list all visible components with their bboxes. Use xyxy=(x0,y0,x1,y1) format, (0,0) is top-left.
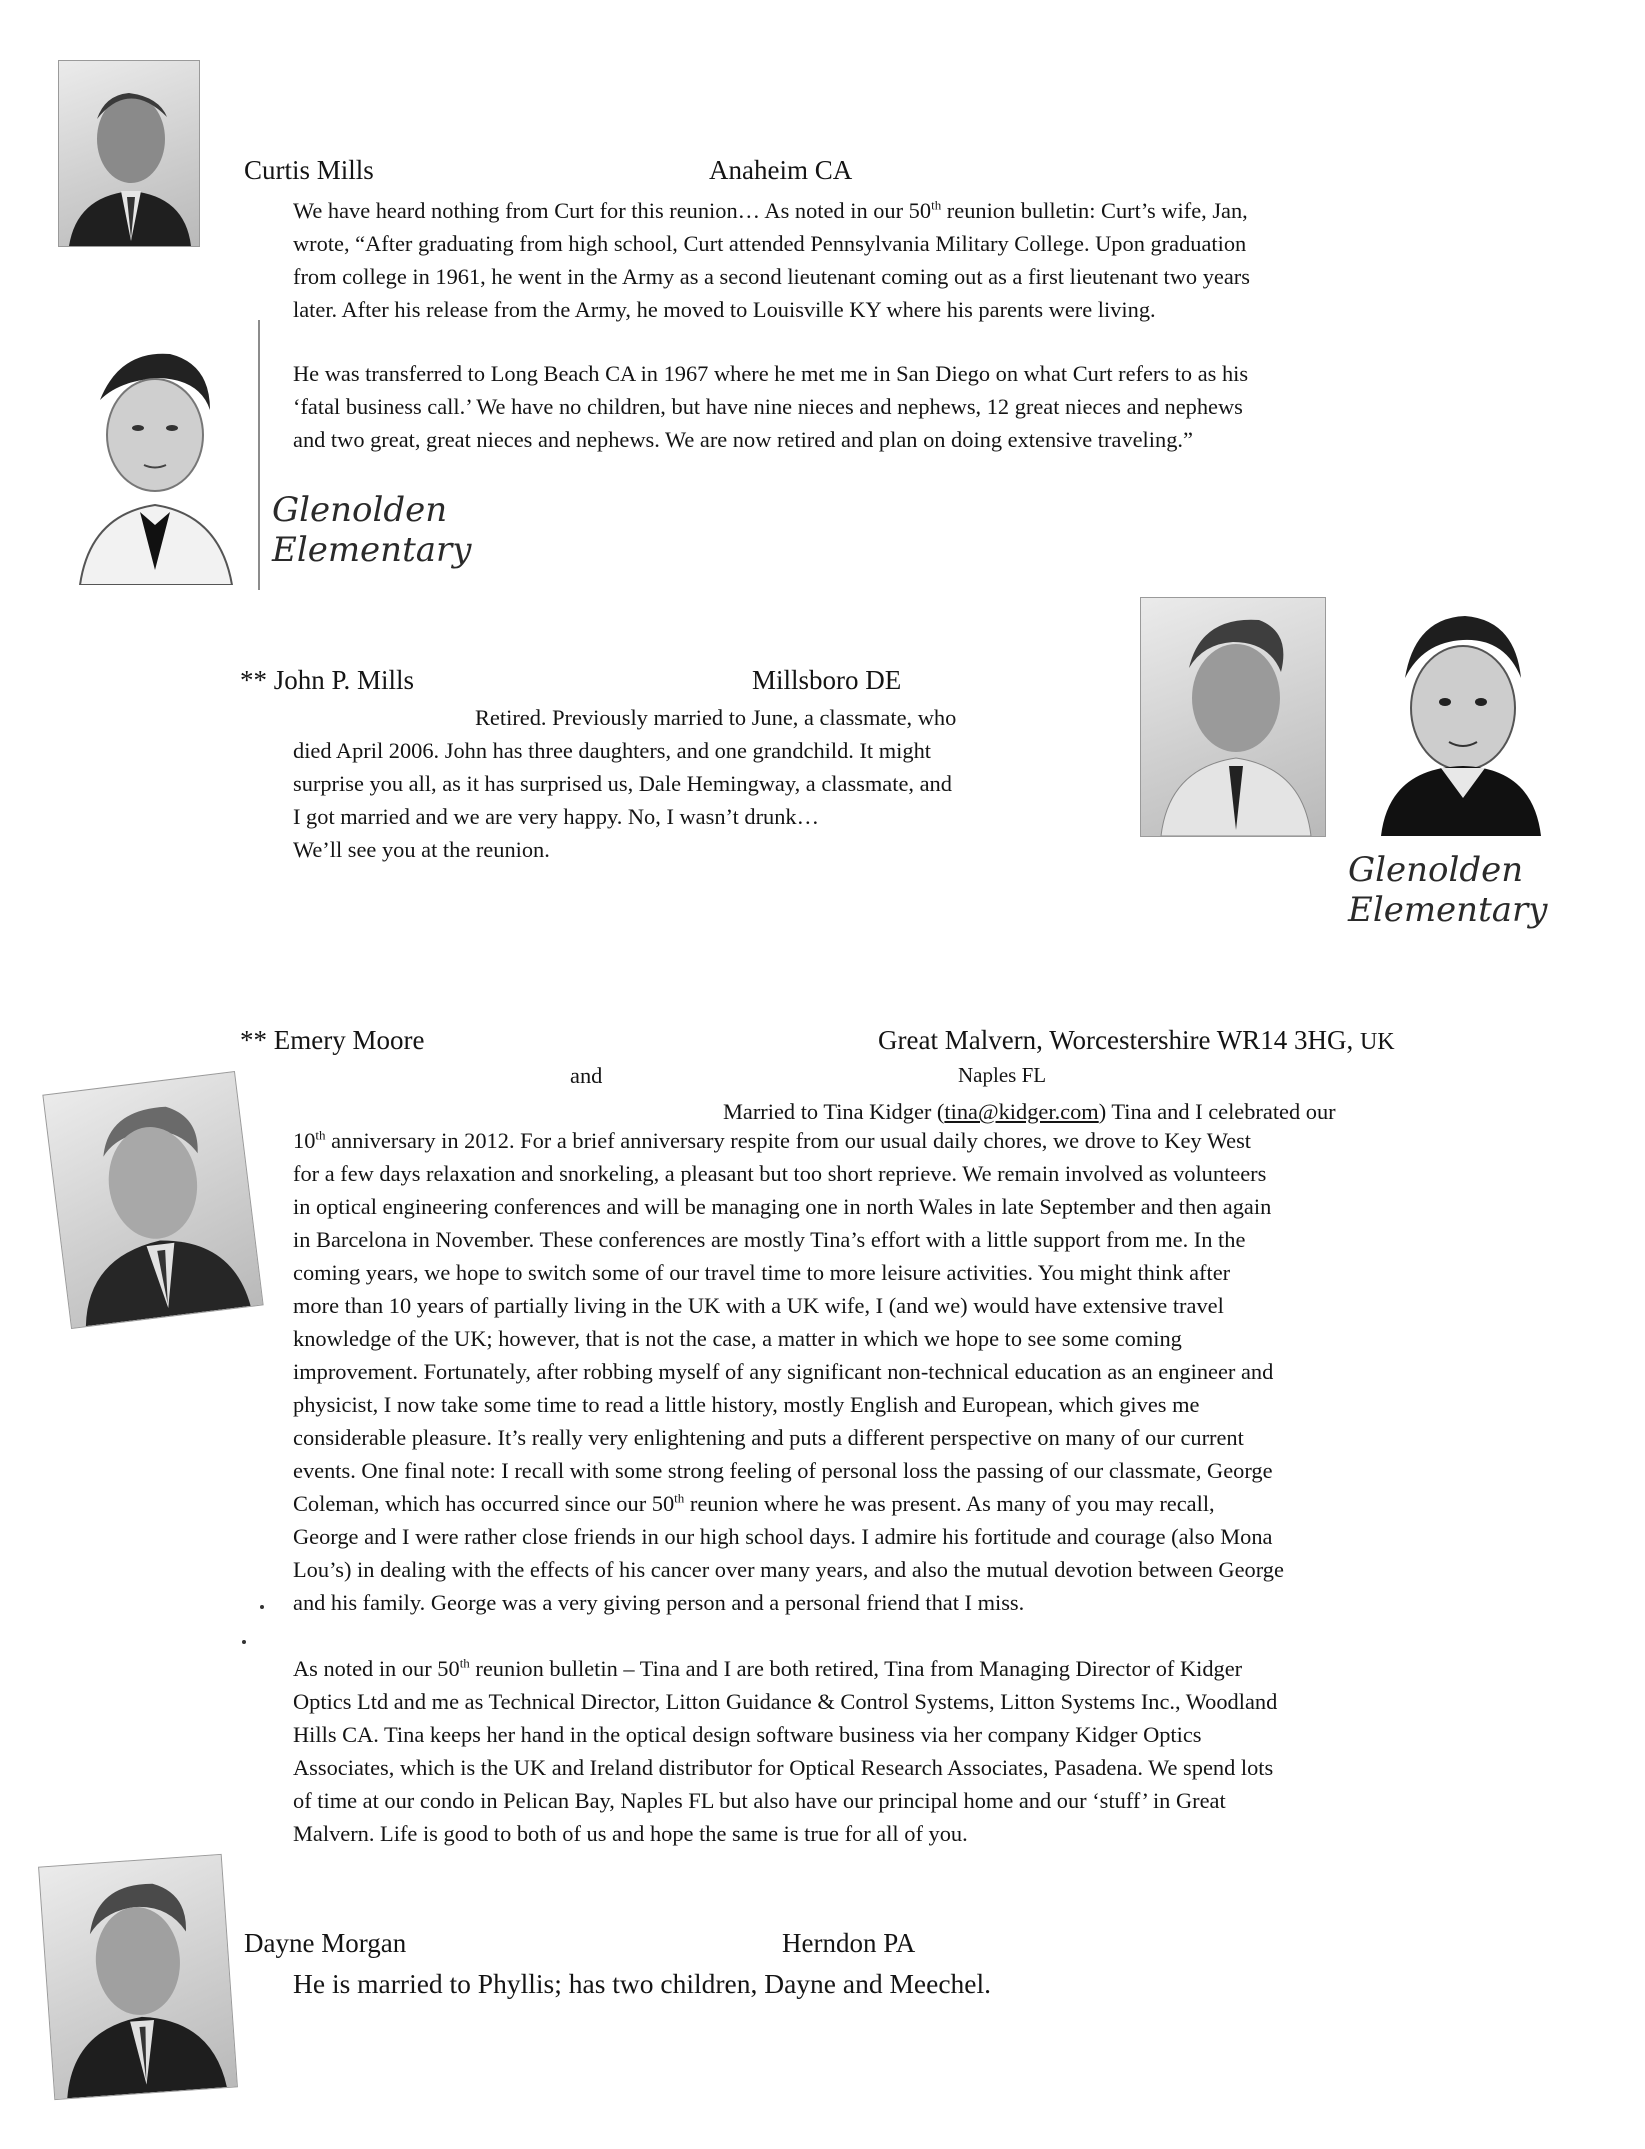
dayne-morgan-name: Dayne Morgan xyxy=(244,1928,407,1958)
emery-moore-email-link[interactable]: tina@kidger.com xyxy=(944,1099,1099,1124)
john-mills-senior-photo xyxy=(1140,597,1326,837)
curtis-mills-location: Anaheim CA xyxy=(709,155,853,185)
john-mills-name: ** John P. Mills xyxy=(240,665,415,695)
stray-mark xyxy=(260,1605,264,1609)
john-mills-handwritten-note: Glenolden Elementary xyxy=(1348,850,1548,930)
emery-moore-location: Great Malvern, Worcestershire WR14 3HG, UK xyxy=(878,1025,1395,1055)
emery-moore-senior-photo xyxy=(42,1071,263,1329)
emery-moore-paragraph-2: As noted in our 50th reunion bulletin – Tina and I are both retired, Tina from Managing Director of Kidger Optics Ltd and me as Technical Director, Litton Guidance & Control Systems, Litton Systems Inc., Woodland Hills CA. Tina keeps her hand in the optical design software business via her company Kidger Optics Associates, which is the UK and Ireland distributor for Optical Research Associates, Pasadena. We spend lots of time at our condo in Pelican Bay, Naples FL but also have our principal home and our ‘stuff’ in Great Malvern. Life is good to both of us and hope the same is true for all of you. xyxy=(293,1655,1278,1846)
curtis-mills-margin-line xyxy=(258,320,260,590)
dayne-morgan-text: He is married to Phyllis; has two children, Dayne and Meechel. xyxy=(293,1968,992,1999)
curtis-mills-paragraph-2: He was transferred to Long Beach CA in 1967 where he met me in San Diego on what Curt refers to as his ‘fatal business call.’ We have no children, but have nine nieces and nephews, 12 great nieces and nephews and two great, great nieces and nephews. We are now retired and plan on doing extensive traveling.” xyxy=(293,361,1249,452)
curtis-mills-name: Curtis Mills xyxy=(244,155,374,185)
john-mills-text: Retired. Previously married to June, a classmate, who died April 2006. John has three daughters, and one grandchild. It might surprise you all, as it has surprised us, Dale Hemingway, a classmate, and I got married and we are very happy. No, I wasn’t drunk… We’ll see you at the reunion. xyxy=(293,705,957,862)
emery-moore-location-2: Naples FL xyxy=(958,1063,1047,1087)
john-mills-location: Millsboro DE xyxy=(752,665,902,695)
john-mills-elementary-photo xyxy=(1375,598,1547,836)
curtis-mills-paragraph-1: We have heard nothing from Curt for this reunion… As noted in our 50th reunion bulletin: Curt’s wife, Jan, wrote, “After graduating from high school, Curt attended Pennsylvania Military College. Upon graduation from college in 1961, he went in the Army as a second lieutenant coming out as a first lieutenant two years later. After his release from the Army, he moved to Louisville KY where his parents were living. xyxy=(293,197,1250,322)
emery-moore-name: ** Emery Moore xyxy=(240,1025,425,1055)
dayne-morgan-senior-photo xyxy=(38,1854,238,2100)
curtis-mills-elementary-photo xyxy=(60,340,240,585)
dayne-morgan-location: Herndon PA xyxy=(782,1928,916,1958)
stray-mark xyxy=(242,1640,246,1644)
emery-moore-married-line: Married to Tina Kidger (tina@kidger.com) Tina and I celebrated our xyxy=(723,1099,1336,1124)
emery-moore-paragraph-1: 10th anniversary in 2012. For a brief anniversary respite from our usual daily chores, we drove to Key West for a few days relaxation and snorkeling, a pleasant but too short reprieve. We remain involved as volunteers in optical engineering conferences and will be managing one in north Wales in late September and then again in Barcelona in November. These conferences are mostly Tina’s effort with a little support from me. In the coming years, we hope to switch some of our travel time to more leisure activities. You might think after more than 10 years of partially living in the UK with a UK wife, I (and we) would have extensive travel knowledge of the UK; however, that is not the case, a matter in which we hope to see some coming improvement. Fortunately, after robbing myself of any significant non-technical education as an engineer and physicist, I now take some time to read a little history, mostly English and European, which gives me considerable pleasure. It’s really very enlightening and puts a different perspective on many of our current events. One final note: I recall with some strong feeling of personal loss the passing of our classmate, George Coleman, which has occurred since our 50th reunion where he was present. As many of you may recall, George and I were rather close friends in our high school days. I admire his fortitude and courage (also Mona Lou’s) in dealing with the effects of his cancer over many years, and also the mutual devotion between George and his family. George was a very giving person and a personal friend that I miss. xyxy=(293,1127,1284,1615)
emery-moore-and-label: and xyxy=(570,1063,603,1088)
curtis-mills-senior-photo xyxy=(58,60,200,247)
curtis-mills-handwritten-note: Glenolden Elementary xyxy=(272,490,472,570)
